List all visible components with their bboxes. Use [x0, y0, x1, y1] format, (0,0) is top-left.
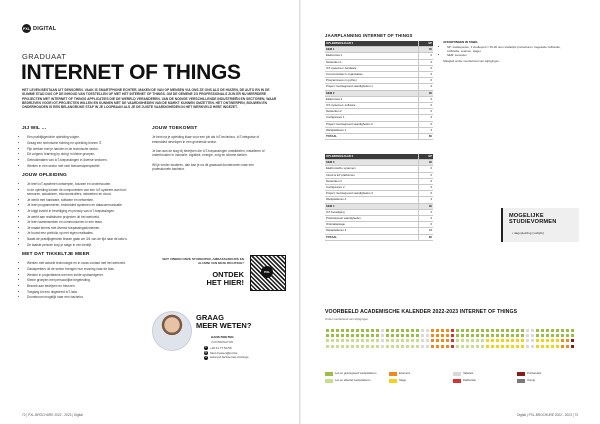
legend-item: [389, 379, 406, 383]
course-credits: 30: [419, 47, 434, 53]
course-credits: 60: [419, 234, 434, 240]
course-name: Netwerken 1: [325, 59, 419, 65]
intro-paragraph: HET LEVEN BESTAAN UIT SENSOREN. VAAK IS SMARTPHONE ECHTER, MAKEN DE VAN OP MENSEN VIA ONS ZE ONS ALS DE HUIZEN, DE AUTO EN IN DE SLIMME STAD DUS OP DE INHOUD VAN TOESTELLEN OF MET HET INTERNET OF THINGS. OM DE GEMENE ZO PROFESSIONALS ZIJN ER NU MEERDERE PROJECTEN MET INTERNET OF THINGS APPLICATIES DIE DE WERELD VERANDEREN. VAN DE NODIGE VERSCHILLENDE INDUSTRIEËN EN SECTOREN, WAAR BEDRIJVEN VOOR IOT-PROJECTEN WILLEN EN KUNNEN MET DE VAARDIGHEDEN VAN DE MARKT KUNNEN OMZETTEN. HET ONTWERPEN, BOUWEN EN ONDERHOUDEN IS EEN BELANGRIJKE STAP IN JE LOOPBAAN ALS JE DE JUISTE VAARDIGHEDEN IN HET WERKVELD HEBT INGEZET.: [22, 88, 277, 110]
course-credits: 3: [419, 72, 434, 78]
legend-item: [325, 372, 376, 376]
course-name: Configureren 1: [325, 115, 419, 121]
legend-swatch: [389, 372, 397, 376]
course-name: ICT-beveiliging: [325, 209, 419, 215]
contact-web: www.pxl.be/internet-of-things: [210, 355, 249, 360]
notes-item: • SP: studiepunten, 1 studiepunt = 25-30 uren studietijd (contacturen, begeleide zelfstudie, zelfstudie, examen, stage): [447, 45, 568, 53]
list-item: • De laatste periode loop je stage in een bedrijf.: [27, 243, 140, 247]
abbreviation-notes: [443, 40, 568, 65]
toekomst-paragraph: Wil je verder studeren, dan kan je na dit graduaat doorstromen naar een professionele bachelor.: [152, 162, 254, 172]
legend-swatch: [389, 379, 397, 383]
left-footer: 72 | PXL-BROCHURE 2022 - 2023 | Digital: [22, 413, 83, 417]
course-credits: 30: [419, 90, 434, 96]
list-item: • Je maakt kennis met diverse toepassingsdomeinen.: [27, 226, 140, 230]
contact-avatar: [152, 311, 192, 351]
page-title: INTERNET OF THINGS: [21, 61, 241, 84]
course-credits: 6: [419, 222, 434, 228]
course-credits: 6: [419, 53, 434, 59]
pxl-logo-icon: PXL: [22, 24, 31, 33]
list-item: • Kleine groepen met persoonlijke begeleiding.: [27, 278, 140, 282]
list-item: • Naast de praktijkgerichte lessen gaan we 3/4 van de tijd naar de labo's.: [27, 237, 140, 241]
legend-item: [517, 379, 535, 383]
course-name: Professionele vaardigheden: [325, 216, 419, 222]
right-footer: Digital | PXL-BROCHURE 2022 - 2023 | 73: [517, 413, 578, 417]
legend-label: Overig: [527, 379, 535, 383]
course-name: Project: Geïntegreerd vaardigheden 3: [325, 191, 419, 197]
left-page: [0, 0, 299, 424]
studievormen-heading-line1: MOGELIJKE: [509, 213, 544, 219]
kalender-subtitle: Onder voorbehoud van wijzigingen: [325, 317, 369, 321]
course-credits: 6: [419, 59, 434, 65]
studievormen-box: [501, 208, 579, 242]
course-credits: 3: [419, 209, 434, 215]
list-item: • Je krijgt inzicht in beveiliging en privacy van IoT-toepassingen.: [27, 209, 140, 213]
course-name: Project: Geïntegreerd vaardigheden 1: [325, 84, 419, 90]
section-heading-meer: MET DAT TIKKELTJE MEER: [22, 252, 90, 258]
course-name: Oriëntatiestage: [325, 222, 419, 228]
list-item: • Je leert samenwerken en communiceren in een team.: [27, 220, 140, 224]
studievormen-heading: [509, 213, 556, 225]
right-page: [301, 0, 600, 424]
list-item: • Je leert IoT-systemen ontwerpen, bouwen en onderhouden.: [27, 182, 140, 186]
course-credits: 6: [419, 96, 434, 102]
list-item: • Je bouwt een portfolio op met eigen realisaties.: [27, 231, 140, 235]
contact-details: [204, 346, 249, 360]
list-item: • Een praktijkgerichte opleiding volgen.: [27, 135, 140, 139]
contact-block: [152, 311, 292, 381]
list-item: • Doorstroom mogelijk naar een bachelor.: [27, 295, 140, 299]
course-name: SEM 2: [325, 90, 419, 96]
legend-label: Vakantie: [463, 372, 474, 376]
list-item: • Bezoek aan bedrijven en beurzen.: [27, 284, 140, 288]
list-item: • Fijn werken met je handen in de technische sector.: [27, 147, 140, 151]
course-credits: 6: [419, 178, 434, 184]
list-item: • Je leert programmeren, embedded systemen en datacommunicatie.: [27, 203, 140, 207]
meer-list: [22, 261, 140, 299]
notes-list: [443, 45, 568, 57]
phone-icon: ✆: [204, 346, 208, 350]
contact-email: hans.boeten@pxl.be: [210, 350, 238, 355]
course-name: Configureren 2: [325, 185, 419, 191]
course-credits: 6: [419, 166, 434, 172]
mail-icon: @: [204, 350, 208, 354]
legend-swatch: [453, 379, 461, 383]
legend-label: Proclamatie: [527, 372, 542, 376]
course-name: ICT-systemen: software: [325, 103, 419, 109]
kalender-title: VOORBEELD ACADEMISCHE KALENDER 2022-2023 INTERNET OF THINGS: [325, 309, 518, 315]
promo-cta[interactable]: [158, 271, 244, 287]
table-row: [325, 134, 433, 140]
course-name: Elektronica 1: [325, 53, 419, 59]
course-credits: 18: [419, 228, 434, 234]
course-credits: 6: [419, 78, 434, 84]
legend-item: [517, 372, 541, 376]
course-name: Cloud & IoT-platformen: [325, 172, 419, 178]
notes-item: • SEM: semester: [447, 53, 568, 57]
opleiding-list: [22, 182, 140, 247]
course-name: OPLEIDINGSJAAR 1: [325, 41, 419, 47]
list-item: • Werken in projectteams met een echte opdrachtgever.: [27, 273, 140, 277]
right-column: [152, 124, 270, 176]
jaarplanning-table-year1: [325, 41, 433, 140]
course-credits: SP: [419, 154, 434, 160]
course-name: Communicatie in organisaties: [325, 72, 419, 78]
notes-heading: AFKORTINGEN IN TABEL: [443, 40, 479, 44]
notes-footnote: Slaagtelt onder voorbehoud van wijzigingen.: [443, 59, 500, 63]
list-item: • Toegang tot een uitgebreid IoT-labo.: [27, 290, 140, 294]
globe-icon: w: [205, 355, 207, 359]
course-name: Netwerken 2: [325, 109, 419, 115]
course-credits: 6: [419, 121, 434, 127]
table-row: [325, 234, 433, 240]
course-name: Werkplekleren 2: [325, 197, 419, 203]
list-item: • Je werkt met hardware, software en netwerken.: [27, 198, 140, 202]
course-credits: 6: [419, 172, 434, 178]
promo-cta-line2: HET HIER!: [206, 278, 244, 288]
course-credits: 6: [419, 65, 434, 71]
legend-label: Deliberatie: [463, 379, 476, 383]
promo-cta-line1: ONTDEK: [212, 270, 244, 279]
legend-label: Examens: [399, 372, 411, 376]
legend-item: [453, 372, 473, 376]
list-item: • Werken in een sector met veel toekomstperspectief.: [27, 164, 140, 168]
jaarplanning-title: JAARPLANNING INTERNET OF THINGS: [325, 33, 413, 38]
promo-block: [158, 255, 286, 300]
course-credits: 6: [419, 103, 434, 109]
legend-swatch: [325, 379, 333, 383]
course-credits: 30: [419, 160, 434, 166]
course-name: TOTAAL: [325, 134, 419, 140]
course-credits: 3: [419, 216, 434, 222]
contact-name: HANS BOETEN: [211, 335, 234, 339]
left-column: [22, 124, 140, 304]
course-name: Elektronische systemen: [325, 166, 419, 172]
course-name: OPLEIDINGSJAAR 2: [325, 154, 419, 160]
legend-swatch: [517, 379, 525, 383]
course-credits: 3: [419, 127, 434, 133]
legend-swatch: [517, 372, 525, 376]
qr-logo-icon: PXL: [261, 266, 273, 278]
list-item: • Graag een technische richting en opleiding binnen IT.: [27, 141, 140, 145]
contact-title-line2: MEER WETEN?: [196, 321, 252, 331]
legend-item: [453, 379, 476, 383]
course-name: Werkplekleren 1: [325, 127, 419, 133]
list-item: • Je werkt aan realistische projecten uit het werkveld.: [27, 215, 140, 219]
studievormen-heading-line2: STUDIEVORMEN: [509, 219, 557, 225]
legend-item: [389, 372, 410, 376]
toekomst-paragraph: Je bent na je opleiding klaar voor een job als IoT-technicus, IoT-integrator of embedded developer in een groeiende sector.: [152, 135, 260, 144]
course-credits: 30: [419, 203, 434, 209]
contact-title-line1: GRAAG: [196, 313, 224, 322]
toekomst-paragraph: Je kan aan de slag bij bedrijven die IoT-toepassingen ontwikkelen, installeren of onderhouden in industrie, logistiek, energie, zorg en slimme steden.: [152, 149, 265, 158]
list-item: • Dit volgens 'learning by doing' in kleine groepen.: [27, 152, 140, 156]
course-name: Elektronica 2: [325, 96, 419, 102]
contact-phone: +32 11 77 50 59: [210, 346, 232, 350]
course-credits: 3: [419, 197, 434, 203]
course-name: Project: Geïntegreerd vaardigheden 2: [325, 121, 419, 127]
calendar-cell: [570, 349, 575, 351]
legend-item: [325, 379, 371, 383]
legend-label: Les en effectief werkplekleren: [335, 379, 371, 383]
contact-role: COÖRDINATOR: [211, 340, 234, 344]
legend-label: Stage: [399, 379, 407, 383]
course-credits: 3: [419, 84, 434, 90]
course-credits: 6: [419, 109, 434, 115]
section-heading-toekomst: JOUW TOEKOMST: [152, 126, 198, 131]
course-credits: SP: [419, 41, 434, 47]
course-credits: 3: [419, 185, 434, 191]
legend-swatch: [325, 372, 333, 376]
studievorm-item: • dagopleiding (voltijds): [512, 231, 544, 235]
course-name: Netwerken 3: [325, 178, 419, 184]
section-heading-jij-wil: JIJ WIL ...: [22, 126, 47, 131]
course-name: ICT-systemen: hardware: [325, 65, 419, 71]
course-credits: 60: [419, 134, 434, 140]
course-credits: 6: [419, 191, 434, 197]
logo-text: DIGITAL: [33, 25, 57, 32]
legend-label: Les en geïntegreerd werkplekleren: [335, 372, 377, 376]
course-name: Werkplekleren 3: [325, 228, 419, 234]
list-item: • In de opleiding komen de componenten van een IoT-systeem aan bod: sensoren, actuatoren, microcontrollers, netwerken en cloud.: [27, 188, 140, 197]
toekomst-text: [152, 135, 270, 171]
promo-question: WAT VINDEN ONZE STUDENTEN, AMBASSADEURS EN ALUMNI VAN DEZE RICHTING?: [162, 257, 244, 266]
jaarplanning-table-year2: [325, 154, 433, 241]
kalender-grid: [325, 322, 575, 366]
section-heading-opleiding: JOUW OPLEIDING: [22, 172, 67, 178]
course-name: SEM 3: [325, 160, 419, 166]
course-credits: 3: [419, 115, 434, 121]
course-name: SEM 1: [325, 47, 419, 53]
jij-wil-list: [22, 135, 140, 167]
course-name: Programmeren in python: [325, 78, 419, 84]
legend-swatch: [453, 372, 461, 376]
qr-code-icon[interactable]: [250, 255, 286, 291]
contact-title: [196, 314, 251, 330]
pxl-digital-logo: [22, 24, 56, 33]
course-name: SEM 4: [325, 203, 419, 209]
course-name: TOTAAL: [325, 234, 419, 240]
contact-web-row[interactable]: [204, 355, 249, 360]
list-item: • Gastsprekers uit de sector brengen hun ervaring naar de klas.: [27, 267, 140, 271]
list-item: • Gebruikmaken van IoT-toepassingen in diverse sectoren.: [27, 158, 140, 162]
page-subtitle: GRADUAAT: [22, 52, 67, 61]
list-item: • Werken met actuele technologie en in nauw contact met het werkveld.: [27, 261, 140, 265]
